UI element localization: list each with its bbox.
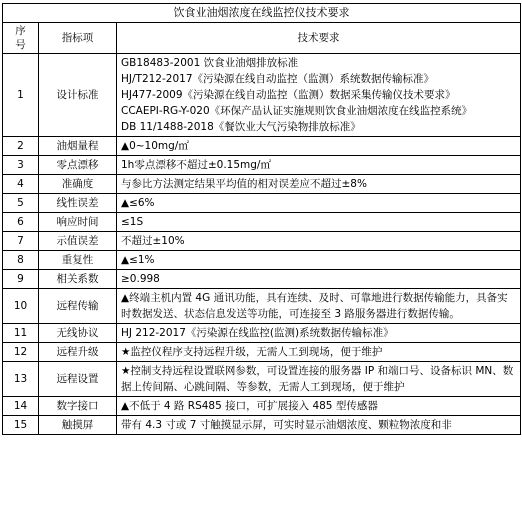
- row-number: 11: [3, 324, 39, 343]
- table-row: [3, 213, 521, 232]
- row-requirement: [117, 289, 521, 324]
- row-item: 设计标准: [39, 54, 117, 137]
- row-item: 远程升级: [39, 343, 117, 362]
- row-item: 线性误差: [39, 194, 117, 213]
- table-row: [3, 54, 521, 137]
- row-item: 重复性: [39, 251, 117, 270]
- row-requirement: [117, 156, 521, 175]
- header-no: 序 号: [3, 23, 39, 54]
- row-number: 14: [3, 397, 39, 416]
- row-item: 相关系数: [39, 270, 117, 289]
- row-number: 13: [3, 362, 39, 397]
- row-item: 响应时间: [39, 213, 117, 232]
- row-requirement: [117, 397, 521, 416]
- table-row: [3, 175, 521, 194]
- row-item: 远程设置: [39, 362, 117, 397]
- row-requirement: [117, 213, 521, 232]
- requirement-line: 不超过±10%: [121, 235, 185, 247]
- row-item: 无线协议: [39, 324, 117, 343]
- requirement-line: GB18483-2001 饮食业油烟排放标准: [121, 57, 299, 69]
- table-row: [3, 232, 521, 251]
- row-requirement: [117, 324, 521, 343]
- header-req: 技术要求: [117, 23, 521, 54]
- requirement-line: HJ/T212-2017《污染源在线自动监控（监测）系统数据传输标准》: [121, 73, 434, 85]
- requirement-line: ▲0~10mg/㎡: [121, 140, 189, 152]
- row-number: 6: [3, 213, 39, 232]
- row-requirement: [117, 54, 521, 137]
- requirement-line: 带有 4.3 寸或 7 寸触摸显示屏，可实时显示油烟浓度、颗粒物浓度和非: [121, 419, 452, 431]
- header-row: [3, 23, 521, 54]
- row-item: 准确度: [39, 175, 117, 194]
- requirement-line: 1h零点漂移不超过±0.15mg/㎡: [121, 159, 271, 171]
- row-number: 12: [3, 343, 39, 362]
- row-requirement: [117, 137, 521, 156]
- requirement-line: ≥0.998: [121, 273, 160, 285]
- table-row: [3, 156, 521, 175]
- row-requirement: [117, 270, 521, 289]
- requirement-line: HJ 212-2017《污染源在线监控(监测)系统数据传输标准》: [121, 327, 394, 339]
- row-number: 7: [3, 232, 39, 251]
- requirement-line: 与参比方法测定结果平均值的相对误差应不超过±8%: [121, 178, 367, 190]
- table-row: [3, 194, 521, 213]
- table-row: [3, 137, 521, 156]
- title-row: [3, 4, 521, 23]
- table-row: [3, 324, 521, 343]
- row-number: 3: [3, 156, 39, 175]
- table-row: [3, 289, 521, 324]
- requirement-line: CCAEPI-RG-Y-020《环保产品认证实施规则饮食业油烟浓度在线监控系统》: [121, 105, 473, 117]
- requirement-line: DB 11/1488-2018《餐饮业大气污染物排放标准》: [121, 121, 361, 133]
- table-row: [3, 343, 521, 362]
- requirement-line: ▲终端主机内置 4G 通讯功能，具有连续、及时、可靠地进行数据传输能力，具备实时数据发送、状态信息发送等功能，可连接至 3 路服务器进行数据传输。: [121, 292, 508, 320]
- row-number: 9: [3, 270, 39, 289]
- table-row: [3, 416, 521, 435]
- row-item: 油烟量程: [39, 137, 117, 156]
- row-number: 2: [3, 137, 39, 156]
- row-number: 15: [3, 416, 39, 435]
- row-item: 远程传输: [39, 289, 117, 324]
- header-item: 指标项: [39, 23, 117, 54]
- row-item: 示值误差: [39, 232, 117, 251]
- row-number: 5: [3, 194, 39, 213]
- row-requirement: [117, 194, 521, 213]
- table-row: [3, 270, 521, 289]
- table-row: [3, 251, 521, 270]
- row-requirement: [117, 362, 521, 397]
- row-number: 10: [3, 289, 39, 324]
- row-number: 4: [3, 175, 39, 194]
- requirement-line: ▲≤1%: [121, 254, 155, 266]
- spec-table: [2, 3, 521, 435]
- table-row: [3, 397, 521, 416]
- requirement-line: ★监控仪程序支持远程升级，无需人工到现场，便于维护: [121, 346, 383, 358]
- row-requirement: [117, 232, 521, 251]
- requirement-line: ≤1S: [121, 216, 144, 228]
- row-requirement: [117, 416, 521, 435]
- row-requirement: [117, 175, 521, 194]
- requirement-line: HJ477-2009《污染源在线自动监控（监测）数据采集传输仪技术要求》: [121, 89, 456, 101]
- requirement-line: ▲不低于 4 路 RS485 接口，可扩展接入 485 型传感器: [121, 400, 378, 412]
- row-item: 数字接口: [39, 397, 117, 416]
- table-row: [3, 362, 521, 397]
- requirement-line: ★控制支持远程设置联网参数，可设置连接的服务器 IP 和端口号、设备标识 MN、数据上传间隔、心跳间隔、等参数，无需人工到现场，便于维护: [121, 365, 514, 393]
- row-number: 8: [3, 251, 39, 270]
- row-number: 1: [3, 54, 39, 137]
- table-title: 饮食业油烟浓度在线监控仪技术要求: [3, 4, 521, 23]
- row-requirement: [117, 343, 521, 362]
- row-item: 触摸屏: [39, 416, 117, 435]
- row-item: 零点漂移: [39, 156, 117, 175]
- requirement-line: ▲≤6%: [121, 197, 155, 209]
- row-requirement: [117, 251, 521, 270]
